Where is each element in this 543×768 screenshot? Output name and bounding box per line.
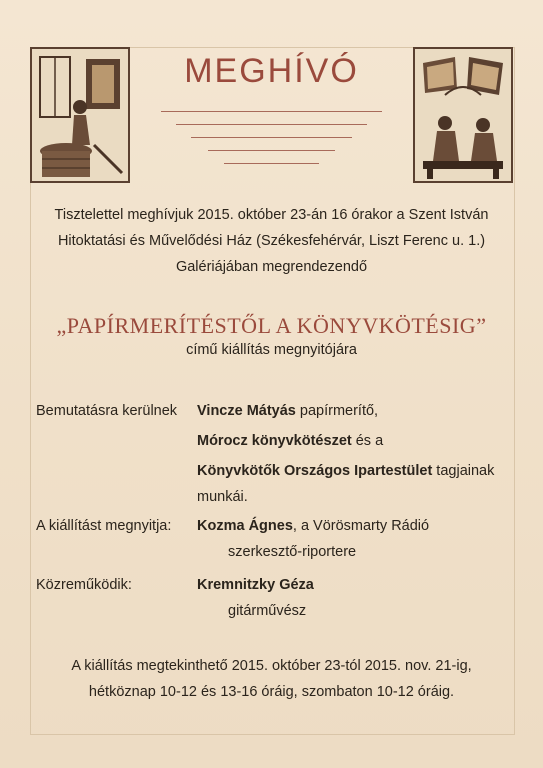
title-rule [208, 150, 335, 151]
presenter-name: Vincze Mátyás [197, 403, 296, 419]
footer-line: hétköznap 10-12 és 13-16 óráig, szombaton 10-12 óráig. [88, 684, 455, 700]
presentation-line: munkái. [197, 489, 248, 505]
opening-line [197, 518, 429, 534]
presentation-line [197, 463, 494, 479]
title-rule [191, 137, 352, 138]
performer-role: gitárművész [228, 603, 307, 619]
papermaker-woodcut-image [30, 47, 130, 183]
invitation-title: MEGHÍVÓ [184, 52, 359, 90]
performer-name: Kremnitzky Géza [197, 577, 314, 593]
title-rule [161, 111, 382, 112]
title-rule [224, 163, 319, 164]
presentation-line [197, 433, 383, 449]
presenter-role: papírmerítő, [295, 403, 379, 419]
presenter-name: Könyvkötők Országos Ipartestület [197, 463, 433, 479]
intro-line: Galériájában megrendezendő [175, 259, 368, 275]
performer-label: Közreműködik: [36, 577, 132, 593]
exhibition-subtitle: című kiállítás megnyitójára [186, 342, 357, 358]
presentation-line [197, 403, 378, 419]
title-rule [176, 124, 367, 125]
exhibition-title: „PAPÍRMERÍTÉSTŐL A KÖNYVKÖTÉSIG” [56, 313, 487, 338]
opening-line: szerkesztő-riportere [228, 544, 357, 560]
presenter-role: tagjainak [432, 463, 495, 479]
intro-line: Hitoktatási és Művelődési Ház (Székesfehérvár, Liszt Ferenc u. 1.) [57, 233, 486, 249]
footer-line: A kiállítás megtekinthető 2015. október 23-tól 2015. nov. 21-ig, [71, 658, 472, 674]
presentation-label: Bemutatásra kerülnek [36, 403, 178, 419]
opener-role: , a Vörösmarty Rádió [292, 518, 430, 534]
presenter-name: Mórocz könyvkötészet [197, 433, 352, 449]
bookbinder-woodcut-image [413, 47, 513, 183]
opener-name: Kozma Ágnes [197, 518, 293, 534]
opening-label: A kiállítást megnyitja: [36, 518, 172, 534]
intro-line: Tisztelettel meghívjuk 2015. október 23-án 16 órakor a Szent István [54, 207, 489, 223]
presenter-role: és a [351, 433, 384, 449]
